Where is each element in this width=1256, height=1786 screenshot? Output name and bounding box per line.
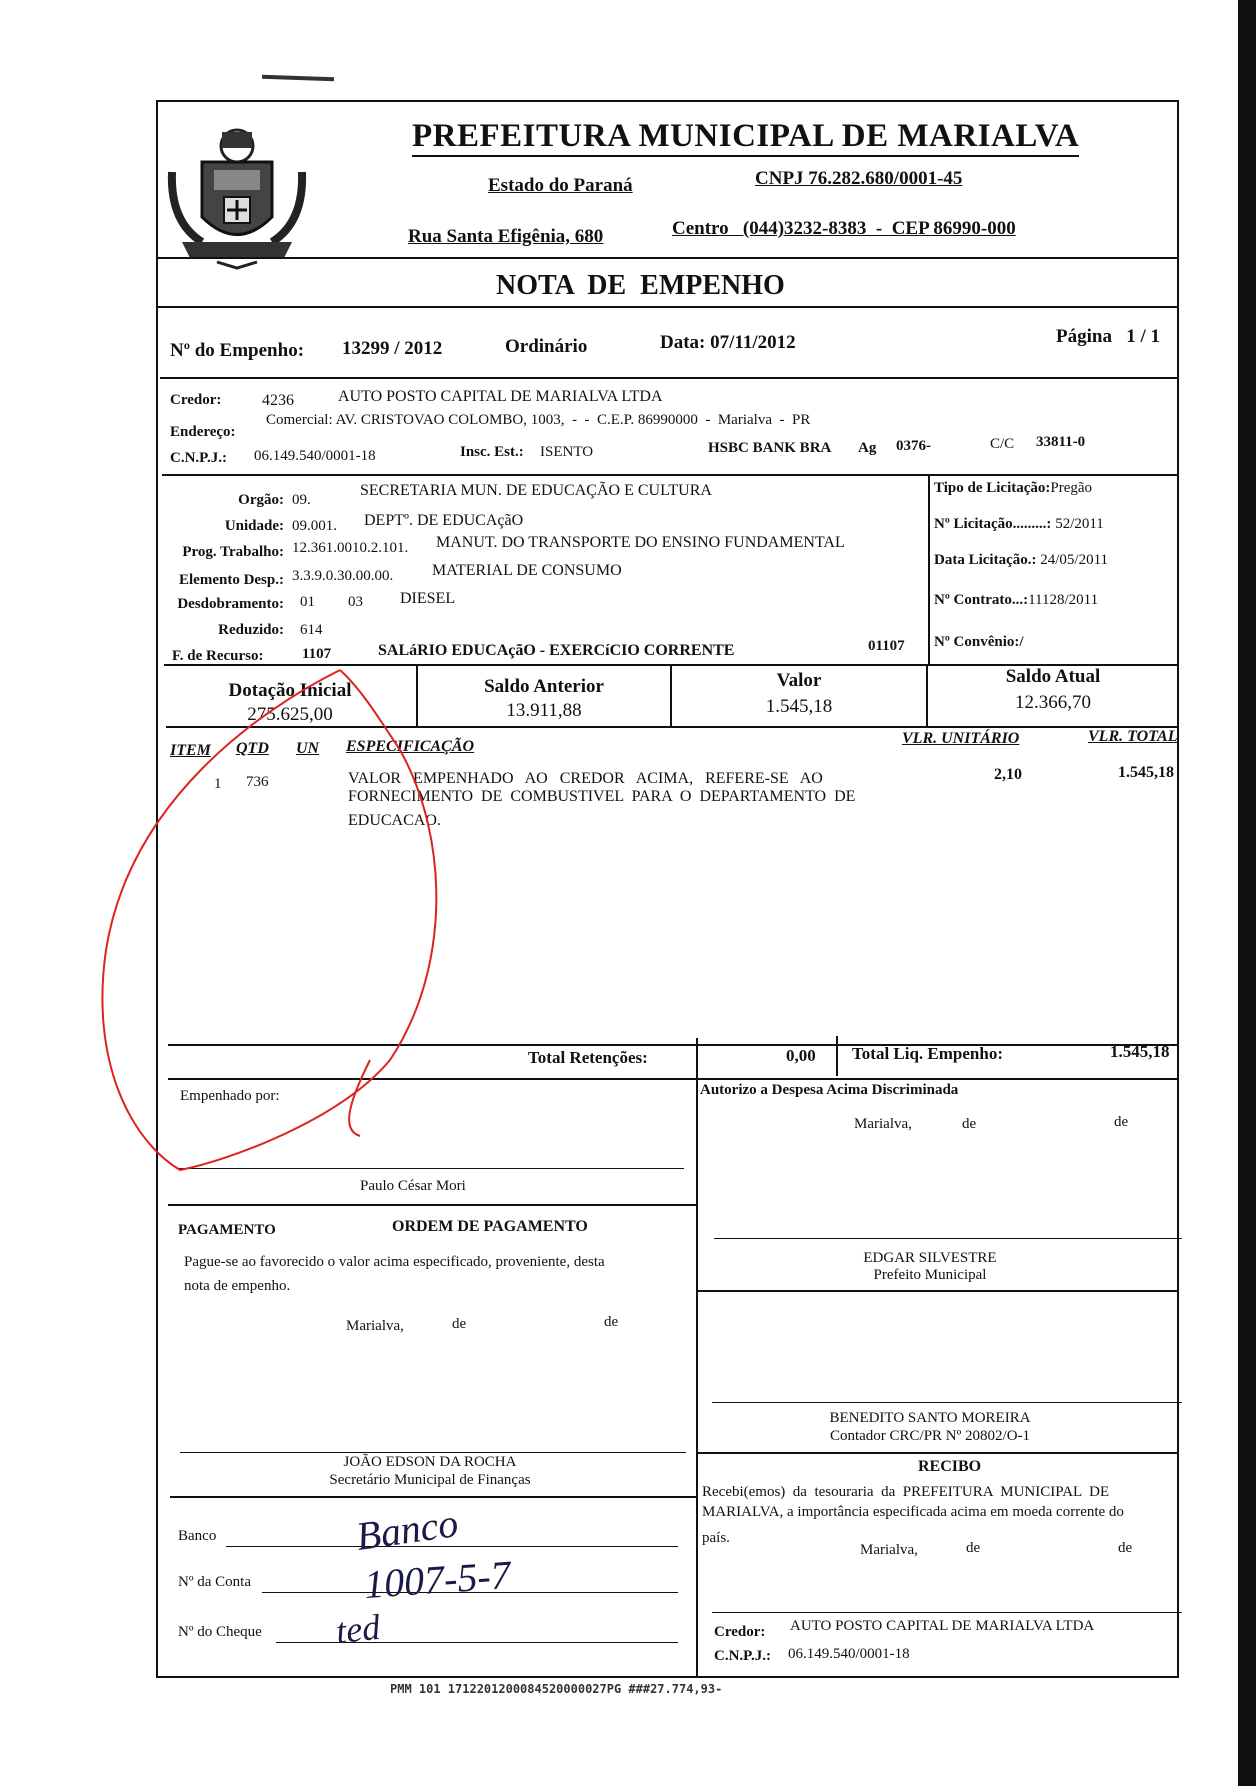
- scan-mark: [262, 75, 334, 82]
- fonte-label: F. de Recurso:: [172, 648, 264, 664]
- signature-line: [180, 1452, 686, 1453]
- desdobramento-name: DIESEL: [400, 590, 456, 607]
- dotacao-inicial-label: Dotação Inicial: [228, 680, 352, 701]
- header-state: Estado do Paraná: [488, 175, 633, 196]
- credor-name: AUTO POSTO CAPITAL DE MARIALVA LTDA: [338, 388, 663, 405]
- conta-label: Nº da Conta: [178, 1574, 251, 1590]
- handwritten-banco: Banco: [353, 1500, 461, 1559]
- pague-local: Marialva,: [346, 1318, 404, 1334]
- divider: [928, 474, 930, 664]
- divider: [926, 664, 928, 726]
- unidade-code: 09.001.: [292, 518, 337, 534]
- empenho-number: 13299 / 2012: [342, 338, 443, 359]
- scan-edge: [1238, 0, 1256, 1786]
- saldo-anterior-label: Saldo Anterior: [484, 676, 604, 697]
- bank-name: HSBC BANK BRA: [708, 440, 832, 456]
- recibo-cnpj-label: C.N.P.J.:: [714, 1648, 771, 1664]
- col-qtd: QTD: [236, 740, 269, 757]
- divider: [162, 474, 1179, 476]
- credor-label: Credor:: [170, 392, 222, 408]
- licitacao-tipo: [934, 480, 1092, 497]
- item-desc-line1: VALOR EMPENHADO AO CREDOR ACIMA, REFERE-SE AO: [348, 770, 823, 787]
- elemento-label: Elemento Desp.:: [179, 572, 284, 588]
- col-un: UN: [296, 740, 320, 757]
- recibo-line1: Recebi(emos) da tesouraria da PREFEITURA MUNICIPAL DE: [702, 1484, 1110, 1500]
- orgao-code: 09.: [292, 492, 311, 508]
- prog-code: 12.361.0010.2.101.: [292, 540, 409, 556]
- saldo-anterior-value: 13.911,88: [506, 700, 582, 721]
- cnpj-label: C.N.P.J.:: [170, 450, 227, 466]
- contrato-label: Nº Contrato...:: [934, 592, 1029, 608]
- bank-ag-label: Ag: [858, 440, 877, 456]
- elemento-name: MATERIAL DE CONSUMO: [432, 562, 622, 579]
- desdobramento-a: 01: [300, 594, 315, 610]
- col-vlr-unitario: VLR. UNITÁRIO: [902, 730, 1020, 747]
- autorizo-de1: de: [962, 1116, 977, 1132]
- signature-line: [712, 1402, 1182, 1403]
- licitacao-numero: [934, 516, 1104, 533]
- credor-address: Comercial: AV. CRISTOVAO COLOMBO, 1003, - - C.E.P. 86990000 - Marialva - PR: [266, 412, 811, 428]
- col-vlr-total: VLR. TOTAL: [1088, 728, 1178, 745]
- divider: [168, 1204, 696, 1206]
- bank-ag: 0376-: [896, 438, 931, 454]
- licitacao-tipo-value: Pregão: [1050, 480, 1093, 496]
- recibo-local: Marialva,: [860, 1542, 918, 1558]
- pagamento-label: PAGAMENTO: [178, 1222, 276, 1238]
- secretario-name: JOÃO EDSON DA ROCHA: [343, 1454, 517, 1470]
- licitacao-numero-label: Nº Licitação.........:: [934, 516, 1052, 532]
- empenho-date: Data: 07/11/2012: [660, 332, 796, 353]
- licitacao-data-value: 24/05/2011: [1040, 552, 1109, 568]
- fonte-name: SALáRIO EDUCAçãO - EXERCíCIO CORRENTE: [378, 642, 735, 659]
- handwritten-cheque: ted: [334, 1606, 382, 1652]
- divider: [836, 1036, 838, 1076]
- contrato-value: 11128/2011: [1028, 592, 1099, 608]
- fonte-number: 01107: [868, 638, 905, 654]
- prefeito-cargo: Prefeito Municipal: [873, 1267, 987, 1283]
- recibo-de1: de: [966, 1540, 981, 1556]
- ordem-pagamento-label: ORDEM DE PAGAMENTO: [392, 1218, 588, 1235]
- licitacao-data: [934, 552, 1108, 569]
- insc-label: Insc. Est.:: [460, 444, 524, 460]
- header-street: Rua Santa Efigênia, 680: [408, 226, 604, 247]
- elemento-code: 3.3.9.0.30.00.00.: [292, 568, 394, 584]
- convenio-label: Nº Convênio:/: [934, 634, 1024, 650]
- item-desc-line2: FORNECIMENTO DE COMBUSTIVEL PARA O DEPARTAMENTO DE: [348, 788, 856, 805]
- recibo-credor-label: Credor:: [714, 1624, 766, 1640]
- coat-of-arms-icon: [162, 122, 312, 272]
- licitacao-data-label: Data Licitação.:: [934, 552, 1037, 568]
- red-pen-oval: [90, 640, 490, 1200]
- empenhado-por-label: Empenhado por:: [180, 1088, 280, 1104]
- pague-line1: Pague-se ao favorecido o valor acima especificado, proveniente, desta: [184, 1254, 605, 1270]
- credor-code: 4236: [262, 392, 294, 409]
- desdobramento-b: 03: [348, 594, 363, 610]
- dotacao-inicial-value: 275.625,00: [247, 704, 333, 725]
- reduzido-value: 614: [300, 622, 323, 638]
- header-address: Centro (044)3232-8383 - CEP 86990-000: [672, 218, 1016, 239]
- valor-label: Valor: [776, 670, 822, 691]
- orgao-name: SECRETARIA MUN. DE EDUCAÇÃO E CULTURA: [360, 482, 712, 499]
- valor-value: 1.545,18: [765, 696, 833, 717]
- recibo-credor-name: AUTO POSTO CAPITAL DE MARIALVA LTDA: [790, 1618, 1095, 1634]
- pague-de1: de: [452, 1316, 467, 1332]
- handwritten-conta: 1007-5-7: [362, 1551, 513, 1608]
- contador-name: BENEDITO SANTO MOREIRA: [829, 1410, 1031, 1426]
- licitacao-tipo-label: Tipo de Licitação:: [934, 480, 1051, 496]
- divider: [696, 1290, 1179, 1292]
- contrato: [934, 592, 1098, 609]
- unidade-name: DEPTº. DE EDUCAçãO: [364, 512, 524, 529]
- signature-line: [712, 1612, 1182, 1613]
- recibo-line2: MARIALVA, a importância especificada acima em moeda corrente do: [702, 1504, 1124, 1520]
- footer-code: PMM 101 1712201200084520000027PG ###27.774,93-: [390, 1682, 723, 1696]
- total-retencoes-value: 0,00: [786, 1046, 816, 1065]
- autorizo-de2: de: [1114, 1114, 1129, 1130]
- desdobramento-label: Desdobramento:: [177, 596, 284, 612]
- credor-cnpj: 06.149.540/0001-18: [254, 448, 376, 464]
- bank-cc: 33811-0: [1036, 434, 1086, 450]
- document-title: NOTA DE EMPENHO: [496, 270, 785, 301]
- fonte-code: 1107: [302, 646, 332, 662]
- recibo-title: RECIBO: [918, 1458, 982, 1475]
- item-vlr-unitario: 2,10: [994, 766, 1022, 783]
- signature-line: [714, 1238, 1182, 1239]
- endereco-label: Endereço:: [170, 424, 236, 440]
- empenho-type: Ordinário: [505, 336, 588, 357]
- orgao-label: Orgão:: [238, 492, 284, 508]
- divider: [696, 1038, 698, 1078]
- empenho-number-label: Nº do Empenho:: [170, 340, 305, 361]
- col-item: ITEM: [170, 742, 211, 759]
- unidade-label: Unidade:: [224, 518, 284, 534]
- recibo-line3: país.: [702, 1530, 730, 1546]
- cheque-label: Nº do Cheque: [178, 1624, 262, 1640]
- licitacao-numero-value: 52/2011: [1055, 516, 1104, 532]
- insc-value: ISENTO: [540, 444, 594, 460]
- bank-cc-label: C/C: [990, 436, 1015, 452]
- reduzido-label: Reduzido:: [218, 622, 284, 638]
- autorizo-local: Marialva,: [854, 1116, 912, 1132]
- total-retencoes-label: Total Retenções:: [528, 1048, 648, 1067]
- item-desc-line3: EDUCACAO.: [348, 812, 441, 829]
- col-especificacao: ESPECIFICAÇÃO: [346, 738, 475, 755]
- prefeito-name: EDGAR SILVESTRE: [863, 1250, 997, 1266]
- prog-label: Prog. Trabalho:: [182, 544, 284, 560]
- secretario-cargo: Secretário Municipal de Finanças: [329, 1472, 531, 1488]
- banco-label: Banco: [178, 1528, 217, 1544]
- divider: [670, 664, 672, 726]
- contador-cargo: Contador CRC/PR Nº 20802/O-1: [829, 1428, 1031, 1444]
- header-cnpj: CNPJ 76.282.680/0001-45: [755, 168, 963, 189]
- divider: [170, 1496, 696, 1498]
- divider: [160, 377, 1179, 379]
- autorizo-label: Autorizo a Despesa Acima Discriminada: [700, 1082, 959, 1098]
- pague-de2: de: [604, 1314, 619, 1330]
- item-vlr-total: 1.545,18: [1118, 764, 1174, 781]
- recibo-de2: de: [1118, 1540, 1133, 1556]
- page-number: Página 1 / 1: [1056, 326, 1160, 347]
- saldo-atual-value: 12.366,70: [1015, 692, 1091, 713]
- saldo-atual-label: Saldo Atual: [1005, 666, 1101, 687]
- divider: [696, 1078, 698, 1678]
- empenhado-por-name: Paulo César Mori: [360, 1178, 466, 1194]
- pague-line2: nota de empenho.: [184, 1278, 291, 1294]
- divider: [156, 306, 1179, 308]
- header-title: PREFEITURA MUNICIPAL DE MARIALVA: [412, 117, 1079, 157]
- total-liq-value: 1.545,18: [1110, 1042, 1170, 1061]
- recibo-cnpj: 06.149.540/0001-18: [788, 1646, 910, 1662]
- item-qtd: 736: [246, 774, 269, 790]
- total-liq-label: Total Liq. Empenho:: [852, 1044, 1003, 1063]
- divider: [696, 1452, 1179, 1454]
- divider: [156, 257, 1179, 259]
- prog-name: MANUT. DO TRANSPORTE DO ENSINO FUNDAMENTAL: [436, 534, 845, 551]
- item-number: 1: [214, 776, 222, 792]
